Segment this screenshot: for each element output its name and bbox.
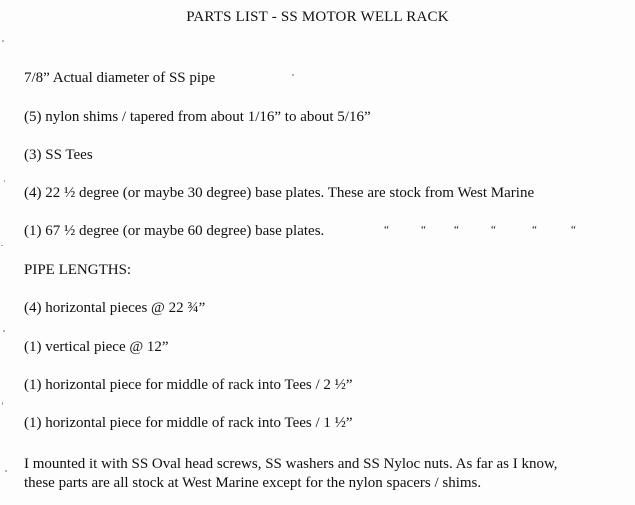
line-vertical-piece: (1) vertical piece @ 12”	[24, 339, 169, 355]
scan-speck	[2, 40, 4, 42]
pipe-lengths-heading: PIPE LENGTHS:	[24, 262, 132, 278]
line-pipe-diameter: 7/8” Actual diameter of SS pipe	[24, 70, 216, 86]
scan-speck	[3, 330, 5, 332]
line-base-plates-67: (1) 67 ½ degree (or maybe 60 degree) base plates.	[24, 223, 325, 239]
ditto-mark: “	[571, 224, 576, 236]
line-ss-tees: (3) SS Tees	[24, 147, 93, 163]
line-nylon-shims: (5) nylon shims / tapered from about 1/16” to about 5/16”	[24, 109, 371, 125]
scan-speck	[292, 74, 294, 76]
line-middle-piece-1-half: (1) horizontal piece for middle of rack into Tees / 1 ½”	[24, 415, 353, 431]
scan-speck	[4, 180, 5, 182]
scan-speck	[2, 402, 3, 405]
line-middle-piece-2-half: (1) horizontal piece for middle of rack into Tees / 2 ½”	[24, 377, 353, 393]
scan-speck	[1, 245, 3, 246]
ditto-mark: “	[454, 224, 459, 236]
ditto-mark: “	[421, 224, 426, 236]
closing-paragraph-line: these parts are all stock at West Marine except for the nylon spacers / shims.	[24, 475, 482, 491]
ditto-mark: “	[532, 224, 537, 236]
ditto-mark: “	[384, 224, 389, 236]
line-base-plates-22: (4) 22 ½ degree (or maybe 30 degree) base plates. These are stock from West Marine	[24, 185, 535, 201]
ditto-mark: “	[491, 224, 496, 236]
scan-speck	[5, 470, 7, 472]
line-horizontal-pieces: (4) horizontal pieces @ 22 ¾”	[24, 300, 206, 316]
document-title: PARTS LIST - SS MOTOR WELL RACK	[186, 9, 449, 25]
closing-paragraph	[24, 455, 634, 493]
closing-paragraph-line: I mounted it with SS Oval head screws, SS washers and SS Nyloc nuts. As far as I know,	[24, 456, 558, 472]
